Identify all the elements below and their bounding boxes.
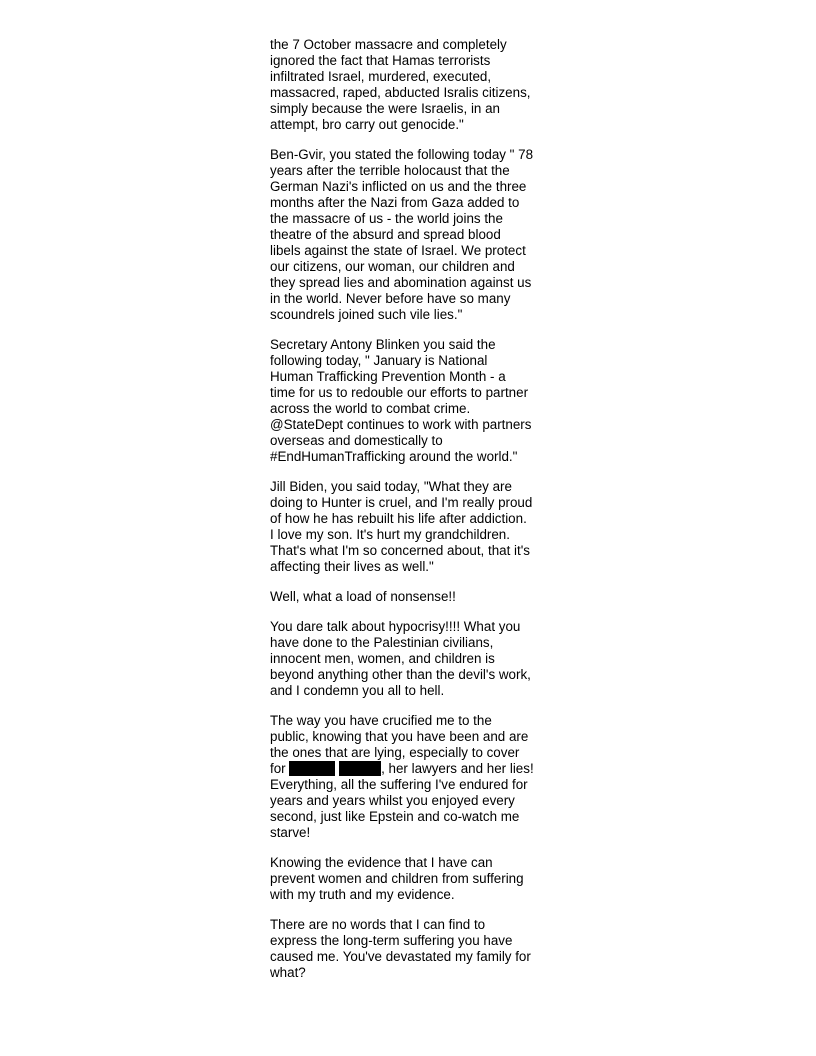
paragraph-crucified-text-after: , her lawyers and her lies! Everything, all the suffering I've endured for years and years whilst you enjoyed every second, just like Epstein and co-watch me starve! (270, 761, 534, 840)
paragraph-no-words: There are no words that I can find to express the long-term suffering you have caused me. You've devastated my family for what? (270, 917, 531, 980)
redaction-block (339, 761, 381, 776)
paragraph-ben-gvir: Ben-Gvir, you stated the following today " 78 years after the terrible holocaust that the German Nazi's inflicted on us and the three months after the Nazi from Gaza added to the massacre of us - the world joins the theatre of the absurd and spread blood libels against the state of Israel. We protect our citizens, our woman, our children and they spread lies and abomination against us in the world. Never before have so many scoundrels joined such vile lies." (270, 147, 534, 322)
paragraph-nonsense: Well, what a load of nonsense!! (270, 589, 456, 604)
paragraph-crucified-text-before: The way you have crucified me to the public, knowing that you have been and are the ones that are lying, especially to cover for (270, 713, 529, 776)
paragraph-hypocrisy: You dare talk about hypocrisy!!!! What you have done to the Palestinian civilians, innocent men, women, and children is beyond anything other than the devil's work, and I condemn you all to hell. (270, 619, 531, 698)
paragraph-october-massacre: the 7 October massacre and completely ignored the fact that Hamas terrorists infiltrated Israel, murdered, executed, massacred, raped, abducted Isralis citizens, simply because the were Israelis, in an attempt, bro carry out genocide." (270, 37, 531, 132)
paragraph-blinken: Secretary Antony Blinken you said the following today, " January is National Human Trafficking Prevention Month - a time for us to redouble our efforts to partner across the world to combat crime. @StateDept continues to work with partners overseas and domestically to #EndHumanTrafficking around the world." (270, 337, 532, 464)
paragraph-jill-biden: Jill Biden, you said today, "What they are doing to Hunter is cruel, and I'm really proud of how he has rebuilt his life after addiction. I love my son. It's hurt my grandchildren. That's what I'm so concerned about, that it's affecting their lives as well." (270, 479, 533, 574)
paragraph-evidence: Knowing the evidence that I have can prevent women and children from suffering with my truth and my evidence. (270, 855, 524, 902)
document-body (270, 37, 560, 995)
paragraph-crucified (270, 713, 560, 841)
redaction-block (289, 761, 335, 776)
